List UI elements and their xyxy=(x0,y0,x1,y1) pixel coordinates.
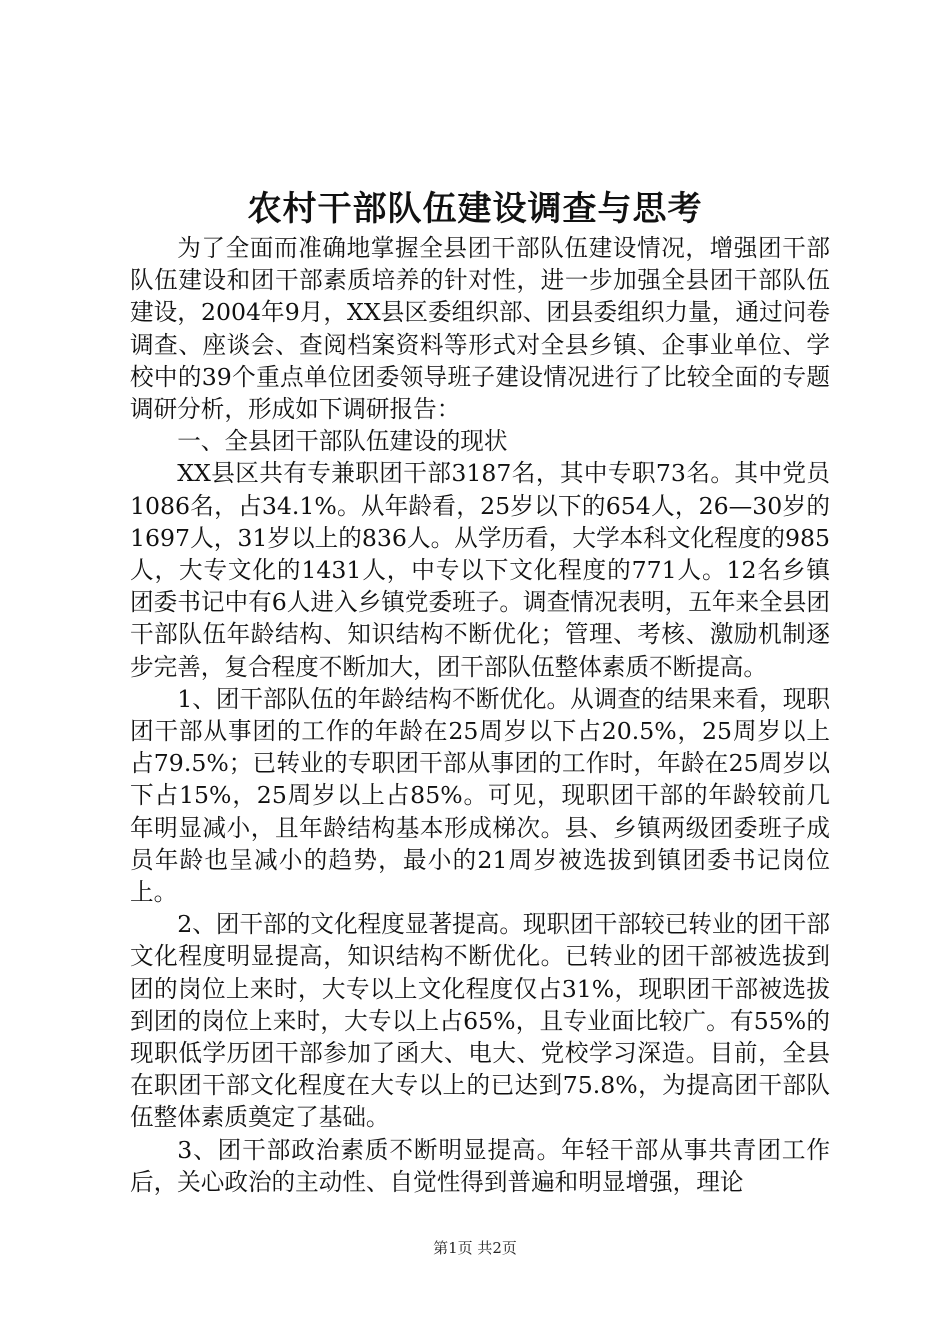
document-title: 农村干部队伍建设调查与思考 xyxy=(247,189,703,229)
intro-paragraph: 为了全面而准确地掌握全县团干部队伍建设情况，增强团干部队伍建设和团干部素质培养的针对性，进一步加强全县团干部队伍建设，2004年9月，XX县区委组织部、团县委组织力量，通过问卷调查、座谈会、查阅档案资料等形式对全县乡镇、企事业单位、学校中的39个重点单位团委领导班子建设情况进行了比较全面的专题调研分析，形成如下调研报告： xyxy=(130,234,830,424)
page-footer: 第1页 共2页 xyxy=(433,1239,517,1257)
age-structure-paragraph: 1、团干部队伍的年龄结构不断优化。从调查的结果来看，现职团干部从事团的工作的年龄在25周岁以下占20.5%，25周岁以上占79.5%；已转业的专职团干部从事团的工作时，年龄在25周岁以下占15%，25周岁以上占85%。可见，现职团干部的年龄较前几年明显减小，且年龄结构基本形成梯次。县、乡镇两级团委班子成员年龄也呈减小的趋势，最小的21周岁被选拔到镇团委书记岗位上。 xyxy=(130,684,830,907)
section-heading: 一、全县团干部队伍建设的现状 xyxy=(177,427,508,456)
status-paragraph: XX县区共有专兼职团干部3187名，其中专职73名。其中党员1086名，占34.1%。从年龄看，25岁以下的654人，26—30岁的1697人，31岁以上的836人。从学历看，大学本科文化程度的985人，大专文化的1431人，中专以下文化程度的771人。12名乡镇团委书记中有6人进入乡镇党委班子。调查情况表明，五年来全县团干部队伍年龄结构、知识结构不断优化；管理、考核、激励机制逐步完善，复合程度不断加大，团干部队伍整体素质不断提高。 xyxy=(130,459,830,681)
political-quality-paragraph: 3、团干部政治素质不断明显提高。年轻干部从事共青团工作后，关心政治的主动性、自觉性得到普遍和明显增强，理论 xyxy=(130,1135,830,1196)
education-paragraph: 2、团干部的文化程度显著提高。现职团干部较已转业的团干部文化程度明显提高，知识结构不断优化。已转业的团干部被选拔到团的岗位上来时，大专以上文化程度仅占31%，现职团干部被选拔到团的岗位上来时，大专以上占65%，且专业面比较广。有55%的现职低学历团干部参加了函大、电大、党校学习深造。目前，全县在职团干部文化程度在大专以上的已达到75.8%，为提高团干部队伍整体素质奠定了基础。 xyxy=(130,910,830,1132)
document-body xyxy=(130,232,830,1198)
